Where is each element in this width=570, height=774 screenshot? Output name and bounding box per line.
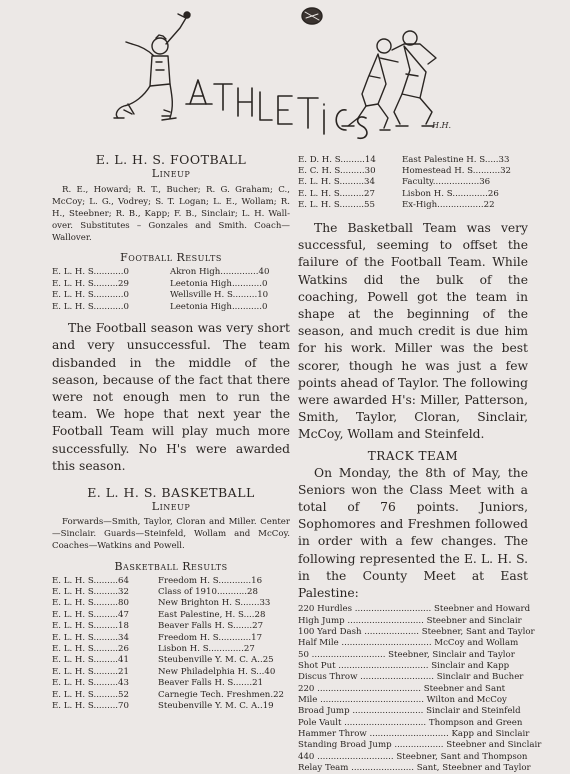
home-score: 29 xyxy=(118,278,129,289)
result-row xyxy=(298,165,528,176)
opponent: Faculty xyxy=(402,177,433,188)
home-team-score xyxy=(52,655,152,666)
opponent-score-value: 26 xyxy=(487,188,499,199)
home-team-score xyxy=(52,301,164,313)
home-team-score xyxy=(52,609,152,620)
home-team: E. L. H. S. xyxy=(52,598,97,609)
home-score: 41 xyxy=(118,655,129,666)
basketball-heading: E. L. H. S. BASKETBALL xyxy=(87,485,255,501)
opponent-score-value: 17 xyxy=(251,632,263,643)
home-team: E. L. H. S. xyxy=(52,575,97,586)
event-name: Standing Broad Jump xyxy=(298,740,392,751)
home-team-score xyxy=(52,678,152,689)
track-event-row xyxy=(298,752,528,763)
result-row xyxy=(52,666,290,677)
leader-dots: ........... xyxy=(216,587,248,598)
opponent: Beaver Falls H. S. xyxy=(158,678,236,689)
left-column xyxy=(52,152,290,712)
event-athletes: Steebner, Sant and Taylor xyxy=(421,626,535,637)
football-drawing xyxy=(302,8,322,24)
leader-dots: ............ xyxy=(455,188,488,199)
result-row xyxy=(52,598,290,609)
opponent-score-value: 40 xyxy=(258,266,270,277)
event-name: Half Mile xyxy=(298,638,339,649)
track-event-row xyxy=(298,672,528,683)
basketball-lineup-text: Forwards—Smith, Taylor, Cloran and Miller. Center—Sinclair. Guards—Steinfeld, Wollam and McCoy. Coaches—Watkins and Powell. xyxy=(52,517,290,552)
home-score: 0 xyxy=(123,302,129,313)
opponent: Ex-High xyxy=(402,200,438,211)
event-athletes: Sant, Steebner and Taylor xyxy=(416,763,531,774)
opponent-score xyxy=(396,154,528,165)
opponent-score-value: 22 xyxy=(483,200,495,211)
leader-dots: . xyxy=(259,701,263,711)
home-team: E. L. H. S. xyxy=(52,278,97,289)
track-event-row xyxy=(298,650,528,661)
home-score: 70 xyxy=(118,701,129,711)
right-column xyxy=(298,154,542,774)
leader-dots: ........ xyxy=(342,166,365,177)
result-row xyxy=(52,655,290,666)
home-team: E. L. H. S. xyxy=(52,632,97,643)
leader-dots: ........ xyxy=(96,678,119,689)
opponent-score xyxy=(152,655,290,666)
opponent-score-value: 10 xyxy=(257,290,269,301)
opponent-score xyxy=(396,177,528,188)
basketball-lineup-heading: Lineup xyxy=(151,500,191,514)
home-score: 32 xyxy=(118,587,129,598)
leader-dots: .............. xyxy=(220,266,259,277)
home-score: 0 xyxy=(123,290,129,301)
result-row xyxy=(52,689,290,700)
leader-dots: .......... xyxy=(96,266,124,277)
home-team: E. L. H. S. xyxy=(52,587,97,598)
leader-dots: ........ xyxy=(343,154,365,165)
track-event-row xyxy=(298,616,528,627)
opponent-score xyxy=(152,643,290,654)
leader-dots: .............................. xyxy=(341,717,429,728)
opponent: Leetonia High xyxy=(170,302,232,313)
leader-dots: ........... xyxy=(221,632,252,643)
result-row xyxy=(52,678,290,689)
opponent-score xyxy=(396,188,528,199)
leader-dots: ........ xyxy=(96,609,119,620)
leader-dots: .......................... xyxy=(349,706,427,717)
opponent-score xyxy=(164,290,290,302)
track-events-list xyxy=(298,604,542,774)
opponent-score-value: 28 xyxy=(247,587,258,598)
opponent-score xyxy=(152,621,290,632)
home-team-score xyxy=(52,700,152,711)
home-team-score xyxy=(52,575,152,586)
home-team-score xyxy=(298,188,396,199)
event-athletes: Thompson and Green xyxy=(428,717,523,728)
football-lineup-text: R. E., Howard; R. T., Bucher; R. G. Graham; C., McCoy; L. G., Vodrey; S. T. Logan; L. E., Wollam; R. H., Steebner; R. B., Kapp; F. B., Sinclair; L. H. Wallover. Substitutes – Gonzales and Smith. Coach—Wallover. xyxy=(52,185,290,243)
leader-dots: ...... xyxy=(243,598,260,609)
result-row xyxy=(298,188,528,199)
opponent-score xyxy=(152,586,290,597)
opponent: Homestead H. S. xyxy=(402,166,476,177)
leader-dots: .......... xyxy=(96,302,124,313)
leader-dots: ........ xyxy=(342,188,365,199)
opponent: Freedom H. S. xyxy=(158,632,222,643)
opponent-score-value: 28 xyxy=(254,609,266,620)
home-team: E. L. H. S. xyxy=(52,266,97,277)
track-heading: TRACK TEAM xyxy=(367,448,459,463)
leader-dots: ........ xyxy=(96,701,119,711)
event-name: High Jump xyxy=(298,615,345,626)
basketball-summary: The Basketball Team was very successful, seeming to offset the failure of the Football Team. While Watkins did the bulk of the coaching, Powell got the team in shape at the beginning of the season, and much credit is due him for his work. Miller was the best scorer, though he was just a few points ahead of Taylor. The following were awarded H's: Miller, Patterson, Smith, Taylor, Cloran, Sinclair, McCoy, Wollam and Steinfeld. xyxy=(298,220,528,442)
result-row xyxy=(52,266,290,278)
opponent-score-value: 40 xyxy=(264,666,276,677)
home-score: 0 xyxy=(123,266,129,277)
leader-dots: ............ xyxy=(211,644,244,655)
leader-dots: ........... xyxy=(221,575,252,586)
result-row xyxy=(52,632,290,643)
event-athletes: Sinclair and Kapp xyxy=(431,660,510,671)
leader-dots: ........ xyxy=(96,575,119,586)
result-row xyxy=(298,200,528,211)
event-name: Relay Team xyxy=(298,763,349,774)
opponent-score xyxy=(164,266,290,278)
opponent-score xyxy=(152,700,290,711)
track-event-row xyxy=(298,718,528,729)
leader-dots: ........................... xyxy=(308,649,389,660)
home-team: E. L. H. S. xyxy=(298,177,343,188)
event-athletes: Sinclair and Bucher xyxy=(436,672,524,683)
opponent-score xyxy=(152,632,290,643)
home-team: E. L. H. S. xyxy=(52,609,97,620)
track-event-row xyxy=(298,684,528,695)
basketball-results-table xyxy=(52,575,290,712)
leader-dots: ............................ xyxy=(314,751,397,762)
event-name: Pole Vault xyxy=(298,717,342,728)
event-name: 220 Hurdles xyxy=(298,604,353,615)
event-athletes: Steebner and Sinclair xyxy=(426,615,522,626)
event-name: 220 xyxy=(298,683,315,694)
home-team-score xyxy=(298,154,396,165)
leader-dots: ........ xyxy=(342,177,365,188)
event-name: 100 Yard Dash xyxy=(298,626,362,637)
opponent-score xyxy=(164,278,290,290)
home-score: 21 xyxy=(118,666,129,677)
track-event-row xyxy=(298,638,528,649)
track-event-row xyxy=(298,729,528,740)
opponent-score xyxy=(152,609,290,620)
home-team: E. L. H. S. xyxy=(52,655,97,666)
opponent-score-value: 25 xyxy=(262,655,274,666)
opponent-score xyxy=(152,666,290,677)
home-score: 47 xyxy=(118,609,129,620)
home-team-score xyxy=(52,632,152,643)
opponent-score-value: 33 xyxy=(259,598,271,609)
football-heading: E. L. H. S. FOOTBALL xyxy=(95,152,247,167)
leader-dots: ............................. xyxy=(366,729,452,739)
leader-dots: .......... xyxy=(96,290,124,301)
leader-dots: ... xyxy=(246,609,255,620)
home-score: 34 xyxy=(118,632,129,643)
leader-dots: .... xyxy=(487,154,499,165)
football-lineup-heading: Lineup xyxy=(151,167,191,180)
basketball-results-continued-table xyxy=(298,154,528,211)
home-score: 26 xyxy=(118,644,129,655)
leader-dots: ...... xyxy=(235,621,253,632)
event-athletes: McCoy and Wollam xyxy=(434,638,519,649)
leader-dots: ...................................... xyxy=(317,694,427,705)
leader-dots: ................. xyxy=(437,200,484,211)
opponent-score-value: 27 xyxy=(252,621,264,632)
opponent: East Palestine, H. S. xyxy=(158,609,247,620)
track-event-row xyxy=(298,661,528,672)
football-summary: The Football season was very short and very unsuccessful. The team disbanded in the middle of the season, because of the fact that there were not enough men to run the team. We hope that next year the Football Team will play much more successfully. No H's were awarded this season. xyxy=(52,321,290,473)
home-score: 34 xyxy=(364,177,375,188)
artist-signature: H.H. xyxy=(432,121,452,130)
event-athletes: Sinclair and Steinfeld xyxy=(426,706,521,717)
leader-dots: ................. xyxy=(432,177,480,188)
shot-putter-drawing xyxy=(114,12,190,120)
opponent: Freedom H. S. xyxy=(158,575,222,586)
home-score: 27 xyxy=(364,188,375,199)
home-team: E. L. H. S. xyxy=(52,666,97,677)
track-event-row xyxy=(298,706,528,717)
leader-dots: ........... xyxy=(231,302,262,313)
home-team: E. D. H. S. xyxy=(298,154,344,165)
result-row xyxy=(52,621,290,632)
football-results-table xyxy=(52,266,290,313)
event-athletes: Wilton and McCoy xyxy=(426,694,507,705)
opponent-score-value: 32 xyxy=(500,166,512,177)
leader-dots: ....................... xyxy=(348,763,417,774)
home-team: E. L. H. S. xyxy=(52,621,97,632)
opponent-score-value: 33 xyxy=(498,154,510,165)
leader-dots: ................................. xyxy=(338,638,435,649)
leader-dots: ........ xyxy=(96,598,119,609)
leader-dots: .................. xyxy=(391,740,447,751)
home-team-score xyxy=(52,290,164,302)
leader-dots: ...................................... xyxy=(314,683,424,694)
home-score: 30 xyxy=(364,166,376,177)
home-score: 14 xyxy=(364,154,376,165)
result-row xyxy=(52,278,290,290)
leader-dots: ........ xyxy=(235,290,258,301)
opponent-score-value: 27 xyxy=(243,644,255,655)
result-row xyxy=(52,301,290,313)
opponent: Leetonia High xyxy=(170,278,232,289)
opponent-score xyxy=(152,678,290,689)
leader-dots: ........... xyxy=(231,278,262,289)
event-name: Broad Jump xyxy=(298,706,350,717)
result-row xyxy=(52,586,290,597)
event-name: Discus Throw xyxy=(298,672,358,683)
leader-dots: .................... xyxy=(361,626,422,637)
track-event-row xyxy=(298,695,528,706)
leader-dots: ........ xyxy=(96,587,119,598)
event-athletes: Steebner and Sant xyxy=(423,683,506,694)
home-score: 64 xyxy=(118,575,129,586)
home-team-score xyxy=(52,643,152,654)
leader-dots: ........ xyxy=(96,278,119,289)
event-name: Mile xyxy=(298,694,318,705)
home-team-score xyxy=(52,689,152,700)
home-score: 80 xyxy=(118,598,129,609)
event-athletes: Kapp and Sinclair xyxy=(451,729,530,739)
event-name: Hammer Throw xyxy=(298,729,367,739)
home-team-score xyxy=(52,278,164,290)
opponent-score-value: 19 xyxy=(262,701,274,711)
event-name: 50 xyxy=(298,649,309,660)
leader-dots: ......... xyxy=(475,166,501,177)
home-team: E. L. H. S. xyxy=(52,644,97,655)
result-row xyxy=(298,177,528,188)
result-row xyxy=(52,643,290,654)
result-row xyxy=(52,609,290,620)
leader-dots: ............................ xyxy=(352,604,434,615)
home-team: E. L. H. S. xyxy=(298,188,343,199)
opponent-score xyxy=(152,575,290,586)
track-summary: On Monday, the 8th of May, the Seniors won the Class Meet with a total of 76 points. Juniors, Sophomores and Freshmen followed in order with a few changes. The following represented the E. L. H. S. in the County Meet at East Palestine: xyxy=(298,465,528,601)
track-event-row xyxy=(298,740,542,751)
event-name: 440 xyxy=(298,751,315,762)
home-team-score xyxy=(298,177,396,188)
opponent-score xyxy=(396,200,528,211)
opponent-score-value: 0 xyxy=(262,278,268,289)
home-team-score xyxy=(298,200,396,211)
opponent-score-value: 22 xyxy=(273,689,284,700)
home-team-score xyxy=(52,586,152,597)
opponent: Steubenville Y. M. C. A. xyxy=(158,655,260,666)
leader-dots: . xyxy=(259,655,263,666)
track-event-row xyxy=(298,763,531,774)
leader-dots: ............................ xyxy=(344,615,427,626)
opponent: Lisbon H. S. xyxy=(402,188,456,199)
athletics-lettering xyxy=(186,80,367,138)
opponent: Lisbon H. S. xyxy=(158,644,212,655)
opponent: New Philadelphia H. S. xyxy=(158,666,259,677)
home-team-score xyxy=(52,598,152,609)
opponent: Akron High xyxy=(170,266,221,277)
result-row xyxy=(52,575,290,586)
opponent-score xyxy=(396,165,528,176)
leader-dots: ........ xyxy=(342,200,365,211)
home-score: 55 xyxy=(364,200,375,211)
home-team-score xyxy=(298,165,396,176)
leader-dots: ........ xyxy=(96,655,119,666)
result-row xyxy=(52,290,290,302)
opponent-score-value: 0 xyxy=(262,302,268,313)
home-score: 43 xyxy=(118,678,129,689)
home-team: E. L. H. S. xyxy=(52,689,97,700)
leader-dots: .. xyxy=(258,666,265,677)
leader-dots: ................................. xyxy=(335,660,432,671)
opponent: Wellsville H. S. xyxy=(170,290,236,301)
opponent-score-value: 36 xyxy=(479,177,491,188)
leader-dots: ........ xyxy=(96,644,119,655)
home-team: E. L. H. S. xyxy=(298,200,343,211)
home-score: 18 xyxy=(118,621,129,632)
opponent: Class of 1910 xyxy=(158,587,217,598)
leader-dots: ........ xyxy=(96,632,119,643)
home-team: E. L. H. S. xyxy=(52,302,97,313)
home-team: E. C. H. S. xyxy=(298,166,343,177)
opponent: East Palestine H. S. xyxy=(402,154,488,165)
event-athletes: Steebner and Howard xyxy=(433,604,531,615)
opponent-score xyxy=(152,598,290,609)
athletics-header-illustration xyxy=(0,0,570,150)
opponent: Steubenville Y. M. C. A. xyxy=(158,701,260,711)
opponent-score xyxy=(152,689,290,700)
leader-dots: ........ xyxy=(96,621,119,632)
home-team-score xyxy=(52,666,152,677)
wrestlers-drawing xyxy=(342,31,436,130)
leader-dots: ........ xyxy=(96,666,119,677)
home-score: 52 xyxy=(118,689,129,700)
leader-dots: ...... xyxy=(235,678,253,689)
opponent-score xyxy=(164,301,290,313)
home-team: E. L. H. S. xyxy=(52,701,97,711)
result-row xyxy=(298,154,528,165)
event-athletes: Steebner, Sant and Thompson xyxy=(396,751,528,762)
leader-dots: . xyxy=(270,689,274,700)
track-event-row xyxy=(298,604,531,615)
leader-dots: ........................... xyxy=(357,672,437,683)
opponent: Beaver Falls H. S. xyxy=(158,621,236,632)
basketball-results-heading: Basketball Results xyxy=(114,560,228,574)
home-team: E. L. H. S. xyxy=(52,290,97,301)
opponent-score-value: 16 xyxy=(251,575,263,586)
result-row xyxy=(52,700,290,711)
home-team-score xyxy=(52,266,164,278)
opponent: Carnegie Tech. Freshmen xyxy=(158,689,271,700)
event-athletes: Steebner and Sinclair xyxy=(446,740,542,751)
home-team: E. L. H. S. xyxy=(52,678,97,689)
event-name: Shot Put xyxy=(298,660,336,671)
track-event-row xyxy=(298,626,535,638)
opponent: New Brighton H. S. xyxy=(158,598,244,609)
home-team-score xyxy=(52,621,152,632)
leader-dots: ........ xyxy=(96,689,119,700)
football-results-heading: Football Results xyxy=(120,251,222,264)
event-athletes: Steebner, Sinclair and Taylor xyxy=(388,649,515,660)
opponent-score-value: 21 xyxy=(252,678,264,689)
